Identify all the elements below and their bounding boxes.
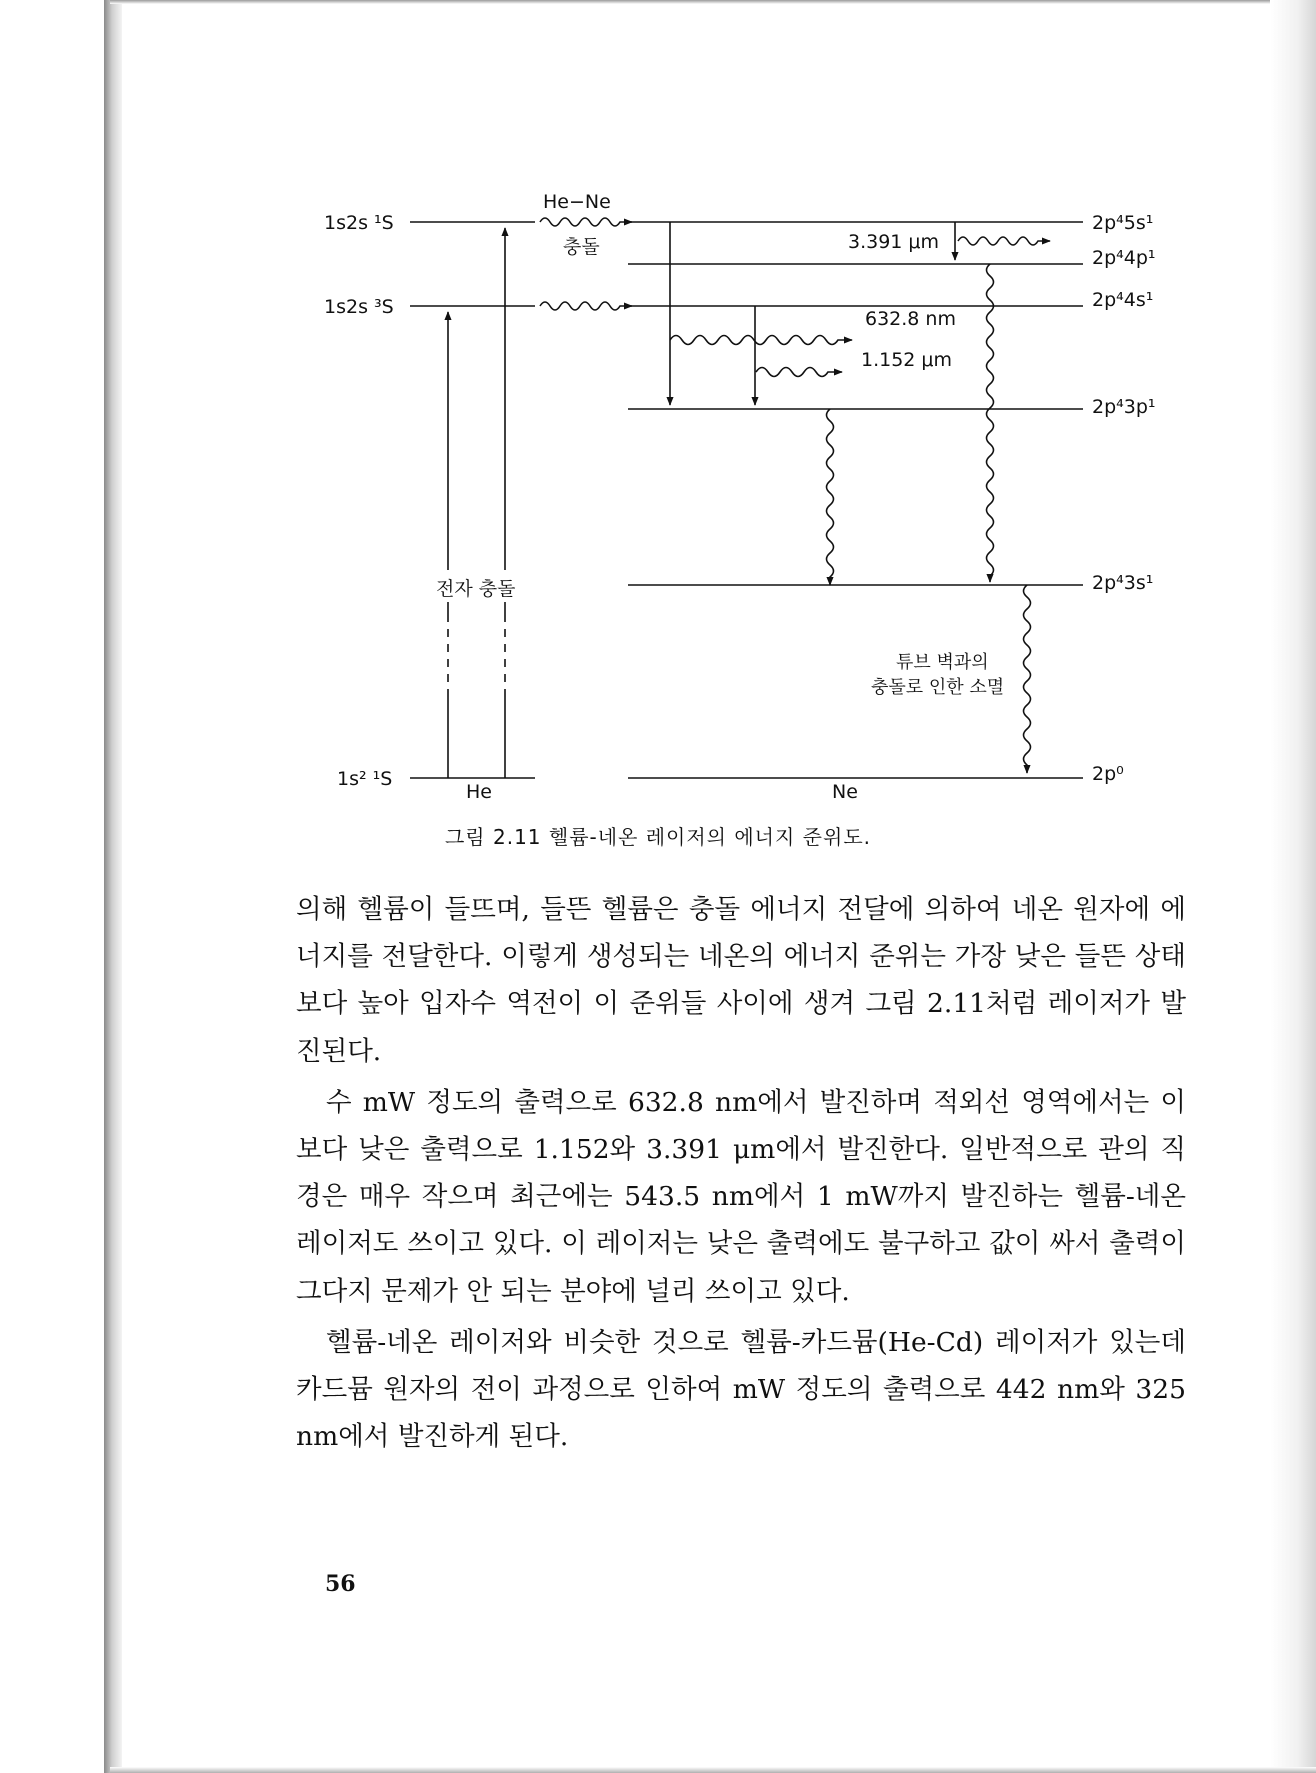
he-ne-collision-label: He−Ne xyxy=(543,191,611,213)
he-level-label-1s2s-triplet: 1s2s ³S xyxy=(324,296,394,318)
wavelength-3391-label: 3.391 μm xyxy=(848,231,940,253)
he-level-label-ground: 1s² ¹S xyxy=(337,768,393,790)
he-atom-label: He xyxy=(466,781,492,803)
paragraph-3: 헬륨-네온 레이저와 비슷한 것으로 헬륨-카드뮴(He-Cd) 레이저가 있는데 카드뮴 원자의 전이 과정으로 인하여 mW 정도의 출력으로 442 nm와 325 nm에서 발진하게 된다. xyxy=(296,1326,1186,1453)
electron-collision-label: 전자 충돌 xyxy=(436,578,516,600)
energy-level-diagram xyxy=(0,0,1316,850)
page-number: 56 xyxy=(325,1571,356,1597)
ne-atom-label: Ne xyxy=(832,781,858,803)
ne-level-label-4s: 2p⁴4s¹ xyxy=(1092,289,1154,311)
page-bottom-edge xyxy=(110,1767,1316,1773)
decay-4p-to-3s-arrow xyxy=(987,264,994,582)
collision-label: 충돌 xyxy=(563,236,600,258)
paragraph-1: 의해 헬륨이 들뜨며, 들뜬 헬륨은 충돌 에너지 전달에 의하여 네온 원자에 에너지를 전달한다. 이렇게 생성되는 네온의 에너지 준위는 가장 낮은 들뜬 상태보다 높아 입자수 역전이 이 준위들 사이에 생겨 그림 2.11처럼 레이저가 발진된다. xyxy=(296,894,1186,1067)
ne-level-label-3p: 2p⁴3p¹ xyxy=(1092,396,1156,418)
decay-3p-to-3s-arrow xyxy=(827,409,834,585)
ne-level-label-ground: 2p⁰ xyxy=(1092,763,1124,785)
wavelength-6328-label: 632.8 nm xyxy=(865,308,956,330)
wavelength-1152-label: 1.152 μm xyxy=(861,349,953,371)
body-text xyxy=(296,886,1186,1460)
decay-3s-to-ground-arrow xyxy=(1024,585,1031,773)
ne-level-label-3s: 2p⁴3s¹ xyxy=(1092,572,1154,594)
wall-collision-label-line2: 충돌로 인한 소멸 xyxy=(871,677,1005,698)
he-level-label-1s2s-singlet: 1s2s ¹S xyxy=(324,212,394,234)
ne-level-label-4p: 2p⁴4p¹ xyxy=(1092,247,1156,269)
paragraph-2: 수 mW 정도의 출력으로 632.8 nm에서 발진하며 적외선 영역에서는 이보다 낮은 출력으로 1.152와 3.391 μm에서 발진한다. 일반적으로 관의 직경은 매우 작으며 최근에는 543.5 nm에서 1 mW까지 발진하는 헬륨-네온 레이저도 쓰이고 있다. 이 레이저는 낮은 출력에도 불구하고 값이 싸서 출력이 그다지 문제가 안 되는 분야에 널리 쓰이고 있다. xyxy=(296,1086,1186,1307)
wall-collision-label-line1: 튜브 벽과의 xyxy=(896,652,989,673)
figure-caption: 그림 2.11 헬륨-네온 레이저의 에너지 준위도. xyxy=(444,825,871,849)
ne-level-label-5s: 2p⁴5s¹ xyxy=(1092,212,1154,234)
photon-3391-arrow xyxy=(958,237,1050,245)
collision-transfer-arrow-singlet xyxy=(540,218,632,226)
photon-6328-arrow xyxy=(670,336,852,345)
collision-transfer-arrow-triplet xyxy=(540,302,632,310)
photon-1152-arrow xyxy=(756,368,842,377)
